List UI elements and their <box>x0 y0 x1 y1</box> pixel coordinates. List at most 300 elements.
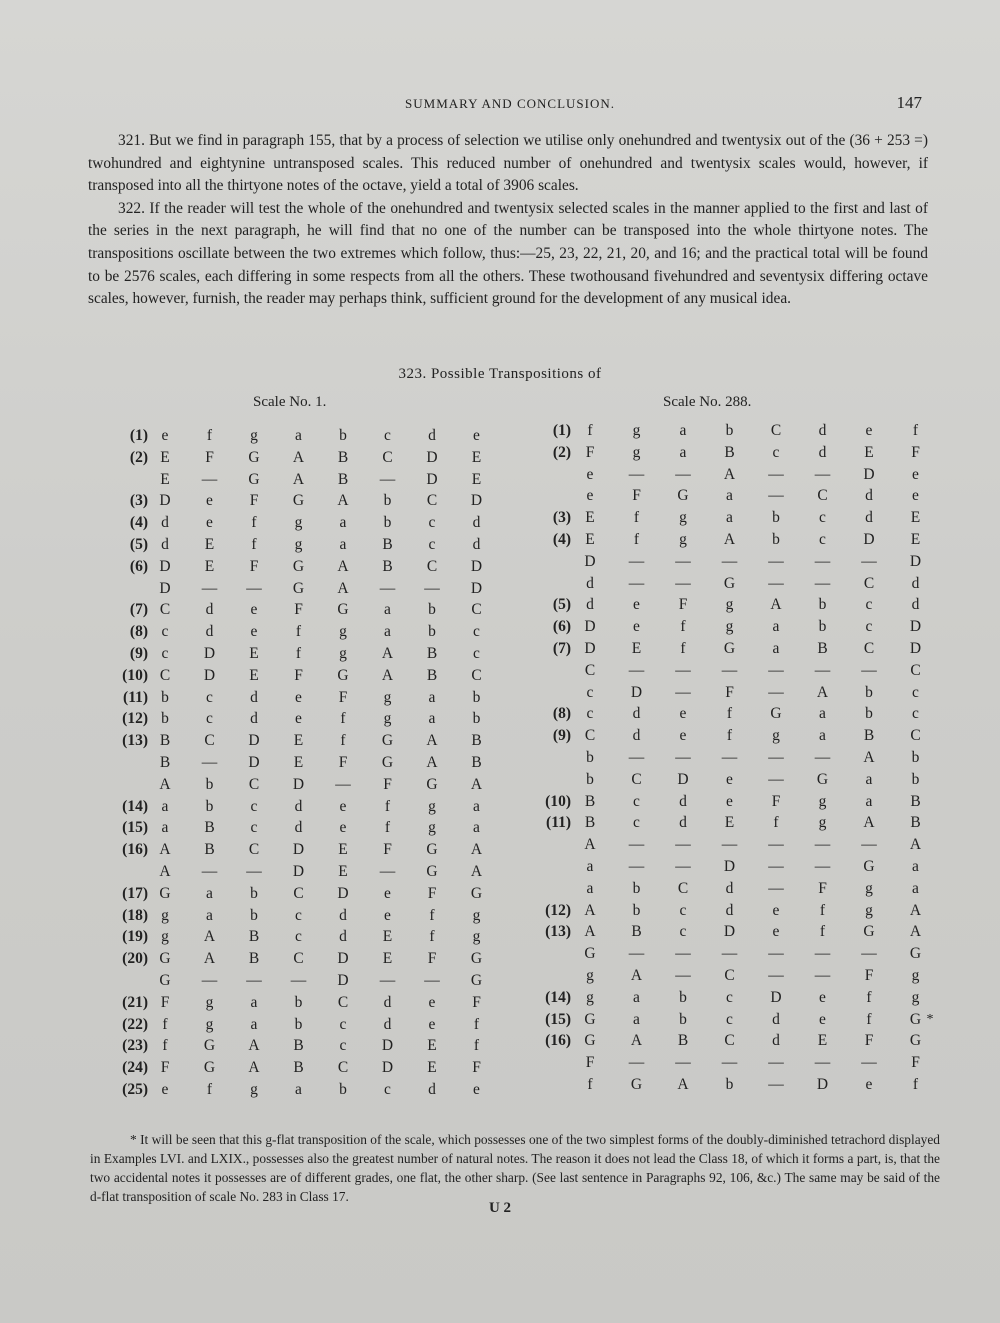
note-cell: e <box>161 1080 169 1098</box>
note-cell: g <box>632 422 641 439</box>
note-cell: C <box>337 1059 349 1077</box>
row-label: (11) <box>123 688 148 706</box>
note-cell: a <box>586 857 594 875</box>
note-cell: e <box>339 819 347 837</box>
note-cell: — <box>861 552 877 570</box>
note-cell: E <box>631 639 642 657</box>
note-cell: e <box>384 906 391 924</box>
note-cell: f <box>206 1080 213 1098</box>
table-row <box>100 534 500 556</box>
row-label: (11) <box>546 814 571 832</box>
note-cell: — <box>675 661 691 679</box>
note-cell: g <box>472 906 481 924</box>
note-cell: D <box>248 732 260 750</box>
note-cell: f <box>251 535 257 553</box>
note-cell: a <box>912 857 919 875</box>
table-row <box>100 621 500 643</box>
note-cell: G <box>584 1032 596 1050</box>
note-cell: e <box>586 487 594 505</box>
note-cell: E <box>293 732 304 750</box>
note-cell: — <box>814 966 831 984</box>
note-cell: E <box>864 443 874 461</box>
note-cell: g <box>294 535 303 553</box>
running-title: SUMMARY AND CONCLUSION. <box>405 96 615 111</box>
note-cell: a <box>250 993 258 1011</box>
note-cell: b <box>339 427 347 444</box>
note-cell: a <box>250 1015 258 1033</box>
row-label: (22) <box>122 1015 148 1033</box>
note-cell: G <box>426 841 438 859</box>
note-cell: — <box>628 552 645 570</box>
row-label: (8) <box>552 705 571 723</box>
table-row <box>523 573 923 595</box>
note-cell: F <box>585 1054 595 1072</box>
note-cell: g <box>865 879 873 897</box>
table-row <box>523 943 923 965</box>
note-cell: — <box>628 574 645 592</box>
row-label: (3) <box>129 492 148 510</box>
note-cell: D <box>292 862 305 880</box>
row-label: (15) <box>545 1010 571 1028</box>
note-cell: G <box>470 971 483 989</box>
note-cell: b <box>725 422 734 439</box>
note-cell: a <box>206 884 213 902</box>
note-cell: C <box>863 574 875 592</box>
row-label: (16) <box>545 1032 571 1050</box>
note-cell: e <box>679 705 687 723</box>
note-cell: a <box>339 514 347 532</box>
note-cell: C <box>724 966 735 984</box>
table-row <box>523 965 923 987</box>
note-cell: E <box>249 644 259 662</box>
note-cell: A <box>770 596 782 614</box>
note-cell: f <box>773 814 779 832</box>
note-cell: C <box>584 727 596 745</box>
note-cell: d <box>250 688 258 706</box>
note-cell: A <box>909 923 922 941</box>
note-cell: c <box>295 906 302 924</box>
note-cell: C <box>471 666 482 684</box>
note-cell: e <box>912 487 919 505</box>
note-cell: G <box>203 1059 216 1077</box>
note-cell: c <box>428 535 436 553</box>
note-cell: c <box>912 683 919 701</box>
table-row <box>523 1030 923 1052</box>
note-cell: F <box>160 993 170 1011</box>
note-cell: f <box>473 1037 480 1055</box>
note-cell: A <box>159 841 171 859</box>
note-cell: F <box>160 1059 170 1077</box>
note-cell: G <box>337 666 349 684</box>
note-cell: — <box>814 836 831 854</box>
table-row <box>100 861 500 883</box>
note-cell: e <box>473 1080 480 1098</box>
note-cell: F <box>427 884 437 902</box>
note-cell: a <box>161 819 169 837</box>
row-label: (9) <box>552 727 571 745</box>
row-label: (17) <box>122 884 148 902</box>
note-cell: e <box>428 993 436 1011</box>
row-label: (21) <box>122 993 148 1011</box>
note-cell: — <box>861 1054 877 1072</box>
note-cell: G <box>292 579 305 597</box>
row-label: (19) <box>122 928 148 946</box>
note-cell: — <box>628 1054 645 1072</box>
note-cell: f <box>162 1037 168 1055</box>
note-cell: D <box>159 579 171 597</box>
note-cell: E <box>204 535 215 553</box>
note-cell: — <box>675 945 691 963</box>
note-cell: e <box>726 792 733 810</box>
row-label: (9) <box>129 644 148 662</box>
note-cell: d <box>250 710 258 728</box>
note-cell: A <box>159 862 171 880</box>
note-cell: e <box>679 727 687 745</box>
note-cell: C <box>204 732 215 750</box>
row-label: (10) <box>545 792 571 810</box>
note-cell: D <box>909 618 922 636</box>
table-row <box>523 1074 923 1096</box>
note-cell: F <box>383 775 392 793</box>
note-cell: g <box>865 901 873 919</box>
note-cell: B <box>471 753 482 771</box>
row-label: (2) <box>552 443 571 461</box>
table-row <box>100 1057 500 1079</box>
note-cell: — <box>201 971 218 989</box>
note-cell: — <box>768 945 784 963</box>
note-cell: f <box>340 732 346 750</box>
note-cell: — <box>675 748 691 766</box>
note-cell: b <box>472 688 481 706</box>
note-cell: e <box>726 770 733 788</box>
table-row <box>100 970 500 992</box>
note-cell: e <box>865 422 873 439</box>
note-cell: e <box>772 923 780 941</box>
transposition-table-scale-1 <box>100 425 500 1101</box>
note-cell: a <box>295 427 302 444</box>
note-cell: G <box>381 732 394 750</box>
note-cell: f <box>866 1010 872 1028</box>
note-cell: a <box>865 792 873 810</box>
note-cell: D <box>470 579 483 597</box>
note-cell: b <box>428 623 436 641</box>
row-label: (25) <box>122 1080 148 1098</box>
note-cell: e <box>206 514 213 532</box>
note-cell: c <box>384 1080 391 1098</box>
note-cell: f <box>819 923 826 941</box>
note-cell: d <box>632 705 641 723</box>
note-cell: A <box>470 841 483 859</box>
note-cell: F <box>864 966 874 984</box>
table-row <box>100 948 500 970</box>
note-cell: E <box>724 814 735 832</box>
note-cell: — <box>628 857 645 875</box>
note-cell: b <box>679 1010 687 1028</box>
note-cell: d <box>383 993 392 1011</box>
note-cell: C <box>863 639 875 657</box>
note-cell: F <box>864 1032 874 1050</box>
note-cell: C <box>677 879 689 897</box>
note-cell: e <box>161 427 169 444</box>
note-cell: — <box>814 465 831 483</box>
note-cell: D <box>337 950 349 968</box>
note-cell: e <box>384 884 391 902</box>
note-cell: B <box>382 557 393 575</box>
note-cell: g <box>679 509 687 527</box>
note-cell: e <box>473 427 480 444</box>
running-head <box>90 93 930 116</box>
note-cell: g <box>339 644 347 662</box>
note-cell: B <box>204 819 215 837</box>
table-row <box>100 730 500 752</box>
note-cell: A <box>909 901 922 919</box>
note-cell: C <box>293 950 304 968</box>
note-cell: D <box>677 770 689 788</box>
note-cell: C <box>471 601 482 619</box>
note-cell: f <box>251 514 257 532</box>
row-label: (18) <box>122 906 148 924</box>
note-cell: — <box>290 971 307 989</box>
table-row <box>523 594 923 616</box>
note-cell: F <box>911 443 920 461</box>
note-cell: B <box>471 732 482 750</box>
row-label: (10) <box>122 666 148 684</box>
row-label: (23) <box>122 1037 148 1055</box>
note-cell: A <box>470 862 483 880</box>
table-row <box>523 834 923 856</box>
note-cell: E <box>338 862 348 880</box>
note-cell: D <box>816 1075 829 1093</box>
note-cell: A <box>248 1059 260 1077</box>
note-cell: a <box>679 443 687 461</box>
note-cell: g <box>250 1080 258 1098</box>
note-cell: G <box>159 884 171 902</box>
note-cell: d <box>428 1080 436 1098</box>
note-cell: A <box>470 775 483 793</box>
table-row <box>100 490 500 512</box>
note-cell: G <box>723 639 736 657</box>
note-cell: F <box>725 683 734 701</box>
note-cell: g <box>586 988 594 1006</box>
note-cell: — <box>768 1075 784 1093</box>
note-cell: G <box>337 601 349 619</box>
note-cell: — <box>379 470 396 488</box>
note-cell: A <box>584 901 596 919</box>
note-cell: d <box>205 601 214 619</box>
note-cell: a <box>633 988 640 1006</box>
note-cell: — <box>246 862 262 880</box>
table-row <box>100 687 500 709</box>
note-cell: G <box>816 770 829 788</box>
table-row <box>523 812 923 834</box>
note-cell: c <box>384 427 391 444</box>
note-cell: d <box>161 514 169 532</box>
note-cell: C <box>770 422 782 439</box>
table-row <box>523 529 923 551</box>
note-cell: a <box>384 601 391 619</box>
note-cell: G <box>723 574 736 592</box>
note-cell: c <box>250 819 258 837</box>
note-cell: — <box>814 661 831 679</box>
note-cell: G <box>248 470 260 488</box>
note-cell: d <box>865 509 873 527</box>
note-cell: A <box>630 966 643 984</box>
note-cell: e <box>865 1075 873 1093</box>
note-cell: — <box>628 836 645 854</box>
note-cell: c <box>819 509 826 527</box>
table-row <box>523 616 923 638</box>
note-cell: g <box>205 1015 214 1033</box>
note-cell: E <box>160 470 170 488</box>
note-cell: D <box>909 552 922 570</box>
note-cell: F <box>427 950 437 968</box>
note-cell: G <box>159 950 171 968</box>
table-row <box>100 708 500 730</box>
note-cell: A <box>337 492 349 510</box>
note-cell: A <box>203 928 216 946</box>
note-cell: — <box>768 857 784 875</box>
note-cell: b <box>818 596 827 614</box>
note-cell: E <box>910 509 921 527</box>
note-cell: c <box>161 623 169 641</box>
note-cell: g <box>911 966 920 984</box>
note-cell: d <box>772 1032 780 1050</box>
note-cell: b <box>772 509 780 527</box>
note-cell: G <box>292 492 305 510</box>
table-row <box>523 551 923 573</box>
note-cell: — <box>675 966 691 984</box>
note-cell: — <box>768 966 784 984</box>
note-cell: G <box>159 971 171 989</box>
note-cell: F <box>383 841 392 859</box>
note-cell: g <box>472 928 481 946</box>
note-cell: d <box>725 879 734 897</box>
row-label: (2) <box>129 448 148 466</box>
note-cell: d <box>294 797 303 815</box>
note-cell: G <box>381 753 394 771</box>
note-cell: A <box>337 557 349 575</box>
note-cell: F <box>249 557 259 575</box>
note-cell: E <box>204 557 215 575</box>
note-cell: — <box>768 574 784 592</box>
note-cell: d <box>818 443 827 461</box>
row-label: (14) <box>545 988 571 1006</box>
table-row <box>523 442 923 464</box>
note-cell: b <box>911 770 920 788</box>
note-cell: b <box>911 748 920 766</box>
note-cell: g <box>383 688 392 706</box>
row-label: (7) <box>129 601 148 619</box>
note-cell: — <box>814 574 831 592</box>
note-cell: a <box>206 906 213 924</box>
note-cell: b <box>865 705 873 723</box>
paragraph-322: 322. If the reader will test the whole of the onehundred and twentysix selected scales in the manner applied to the first and last of the series in the next paragraph, he will find that no one of the number can be transposed into the whole thirtyone notes. The transpositions oscillate between the two extremes which follow, thus:—25, 23, 22, 21, 20, and 16; and the practical total will be found to be 2576 scales, each differing in some respects from all the others. These twothousand fivehundred and seventysix differing octave scales, however, furnish, the reader may perhaps think, sufficient ground for the development of any musical idea. <box>88 199 928 308</box>
note-cell: d <box>294 819 303 837</box>
row-label: (6) <box>552 618 571 636</box>
row-label: (6) <box>129 557 148 575</box>
note-cell: D <box>723 923 736 941</box>
table-row <box>100 926 500 948</box>
note-cell: a <box>586 879 594 897</box>
note-cell: C <box>248 841 260 859</box>
note-cell: d <box>865 487 873 505</box>
note-cell: b <box>586 748 594 766</box>
note-cell: f <box>633 530 640 548</box>
note-cell: G <box>677 487 689 505</box>
note-cell: c <box>726 1010 733 1028</box>
note-cell: b <box>383 514 392 532</box>
note-cell: b <box>725 1075 734 1093</box>
note-cell: b <box>428 601 436 619</box>
note-cell: e <box>772 901 780 919</box>
note-cell: B <box>293 1059 304 1077</box>
table-row <box>100 1079 500 1101</box>
table-row <box>100 469 500 491</box>
note-cell: F <box>294 666 303 684</box>
note-cell: E <box>471 470 482 488</box>
note-cell: D <box>470 557 483 575</box>
body-text <box>88 130 928 311</box>
note-cell: B <box>426 666 438 684</box>
note-cell: — <box>201 753 218 771</box>
note-cell: a <box>819 727 826 745</box>
note-cell: e <box>819 988 826 1006</box>
note-cell: c <box>473 623 480 641</box>
note-cell: — <box>201 470 218 488</box>
note-cell: F <box>472 1059 481 1077</box>
table-row <box>523 682 923 704</box>
note-cell: d <box>818 422 827 439</box>
note-cell: G <box>426 862 438 880</box>
note-cell: b <box>250 884 258 902</box>
note-cell: — <box>768 683 784 701</box>
table-row <box>100 883 500 905</box>
note-cell: G <box>863 923 875 941</box>
note-cell: B <box>677 1032 689 1050</box>
note-cell: c <box>206 710 213 728</box>
note-cell: B <box>910 792 921 810</box>
table-row <box>523 1009 934 1031</box>
note-cell: b <box>205 775 214 793</box>
note-cell: b <box>205 797 214 815</box>
note-cell: g <box>586 966 594 984</box>
note-cell: B <box>248 950 260 968</box>
row-label: (12) <box>122 710 148 728</box>
note-cell: a <box>428 710 436 728</box>
row-label: (1) <box>552 422 571 439</box>
note-cell: D <box>863 465 875 483</box>
note-cell: D <box>584 552 596 570</box>
note-cell: C <box>159 601 171 619</box>
note-cell: d <box>586 596 594 614</box>
note-cell: A <box>381 644 394 662</box>
note-cell: A <box>584 836 596 854</box>
note-cell: c <box>912 705 919 723</box>
note-cell: B <box>863 727 875 745</box>
note-cell: E <box>910 530 921 548</box>
note-cell: c <box>772 443 780 461</box>
note-cell: E <box>382 950 393 968</box>
note-cell: a <box>819 705 826 723</box>
note-cell: G <box>770 705 782 723</box>
table-row <box>523 1052 923 1074</box>
note-cell: c <box>161 644 169 662</box>
note-cell: C <box>337 993 349 1011</box>
note-cell: e <box>428 1015 436 1033</box>
note-cell: e <box>586 465 594 483</box>
note-cell: a <box>726 509 733 527</box>
note-cell: d <box>725 901 734 919</box>
